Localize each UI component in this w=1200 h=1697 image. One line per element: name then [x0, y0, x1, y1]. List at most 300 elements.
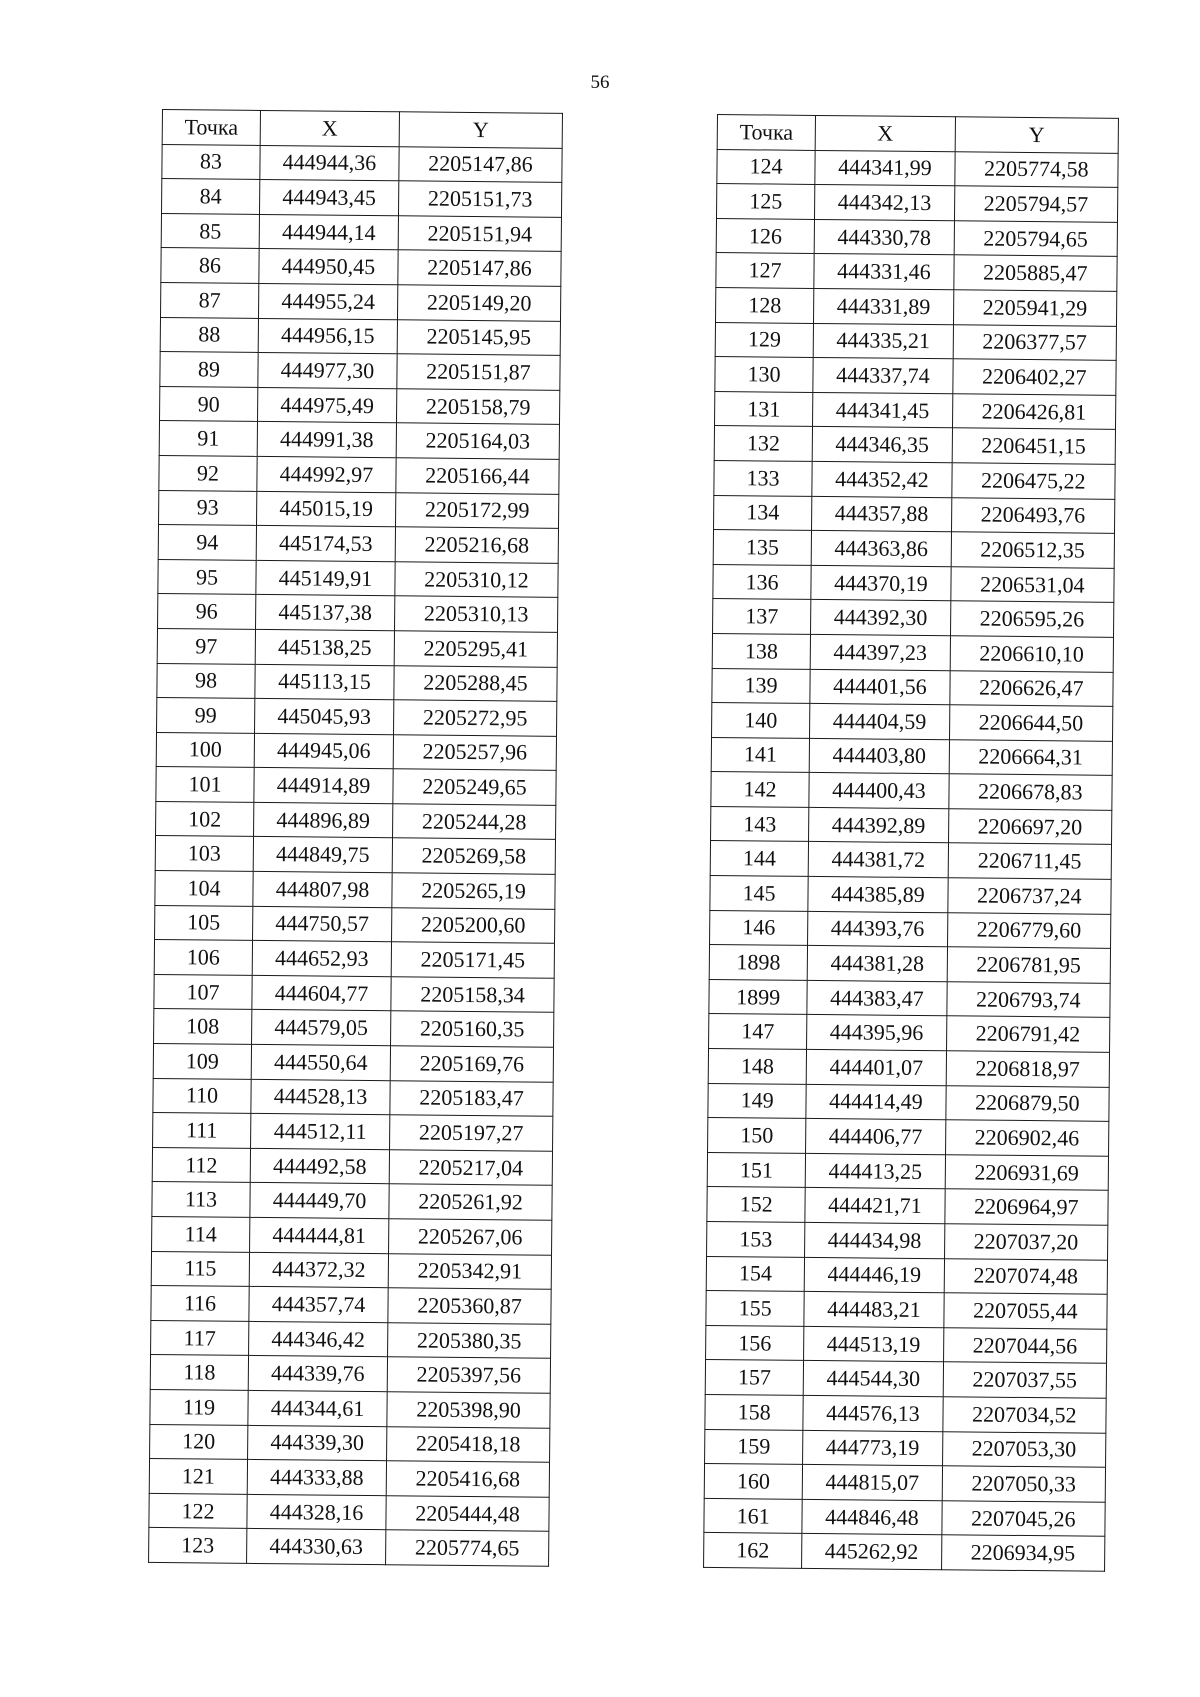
point-cell: 130 — [715, 357, 814, 393]
y-cell: 2206426,81 — [952, 394, 1116, 430]
x-cell: 444363,86 — [811, 531, 951, 567]
point-cell: 141 — [711, 737, 810, 773]
point-cell: 125 — [716, 184, 815, 220]
y-cell: 2206475,22 — [951, 463, 1115, 499]
x-cell: 444331,89 — [814, 288, 954, 324]
point-cell: 107 — [154, 974, 252, 1010]
point-cell: 155 — [706, 1291, 805, 1327]
table-header-row — [162, 110, 562, 148]
point-cell: 120 — [150, 1424, 248, 1460]
y-cell: 2207050,33 — [942, 1466, 1106, 1502]
table-row — [717, 149, 1118, 187]
point-cell: 102 — [156, 801, 254, 837]
x-cell: 444392,89 — [809, 807, 949, 843]
point-cell: 159 — [705, 1429, 804, 1465]
x-cell: 444943,45 — [259, 180, 398, 216]
y-cell: 2205197,27 — [390, 1115, 553, 1151]
table-row — [713, 530, 1114, 568]
page-number: 56 — [590, 72, 610, 93]
point-cell: 152 — [707, 1187, 806, 1223]
table-row — [709, 979, 1110, 1017]
y-cell: 2205310,12 — [395, 561, 558, 597]
point-cell: 86 — [161, 248, 259, 284]
x-cell: 444750,57 — [253, 906, 392, 942]
point-cell: 138 — [712, 633, 811, 669]
table-row — [159, 490, 559, 528]
x-cell: 444414,49 — [806, 1084, 946, 1120]
y-cell: 2205172,99 — [395, 492, 558, 528]
coordinates-table-right — [703, 114, 1119, 1572]
table-row — [159, 421, 559, 459]
point-cell: 85 — [161, 213, 259, 249]
table-row — [707, 1221, 1108, 1259]
header-point: Точка — [162, 110, 260, 146]
y-cell: 2206626,47 — [949, 670, 1113, 706]
point-cell: 104 — [155, 871, 253, 907]
table-row — [153, 1078, 553, 1116]
x-cell: 444550,64 — [251, 1044, 390, 1080]
x-cell: 444483,21 — [804, 1292, 944, 1328]
table-row — [715, 322, 1116, 360]
table-row — [151, 1251, 551, 1289]
point-cell: 84 — [161, 179, 259, 215]
point-cell: 158 — [705, 1394, 804, 1430]
table-row — [151, 1286, 551, 1324]
y-cell: 2206644,50 — [949, 705, 1113, 741]
x-cell: 445137,38 — [256, 595, 395, 631]
table-row — [710, 876, 1111, 914]
y-cell: 2207055,44 — [943, 1293, 1107, 1329]
y-cell: 2206931,69 — [945, 1155, 1109, 1191]
table-row — [150, 1389, 550, 1427]
point-cell: 113 — [152, 1182, 250, 1218]
x-cell: 444357,88 — [812, 496, 952, 532]
table-row — [704, 1464, 1105, 1502]
point-cell: 89 — [160, 352, 258, 388]
x-cell: 444330,63 — [247, 1529, 386, 1565]
y-cell: 2206964,97 — [944, 1189, 1108, 1225]
table-row — [712, 633, 1113, 671]
y-cell: 2205158,34 — [391, 977, 554, 1013]
point-cell: 106 — [154, 940, 252, 976]
table-row — [157, 698, 557, 736]
table-row — [715, 357, 1116, 395]
y-cell: 2205360,87 — [388, 1288, 551, 1324]
point-cell: 108 — [154, 1009, 252, 1045]
x-cell: 444956,15 — [258, 318, 397, 354]
point-cell: 115 — [151, 1251, 249, 1287]
x-cell: 444944,36 — [260, 145, 399, 181]
table-row — [708, 1083, 1109, 1121]
x-cell: 444401,56 — [810, 669, 950, 705]
y-cell: 2205166,44 — [396, 458, 559, 494]
point-cell: 100 — [156, 732, 254, 768]
x-cell: 444512,11 — [251, 1114, 390, 1150]
x-cell: 445113,15 — [255, 664, 394, 700]
y-cell: 2205249,65 — [393, 769, 556, 805]
point-cell: 109 — [153, 1043, 251, 1079]
point-cell: 92 — [159, 455, 257, 491]
x-cell: 445174,53 — [256, 526, 395, 562]
table-row — [160, 352, 560, 390]
table-row — [716, 253, 1117, 291]
x-cell: 444335,21 — [813, 323, 953, 359]
x-cell: 444333,88 — [247, 1460, 386, 1496]
x-cell: 444341,99 — [815, 150, 955, 186]
y-cell: 2205171,45 — [391, 942, 554, 978]
y-cell: 2205416,68 — [386, 1461, 549, 1497]
y-cell: 2205397,56 — [387, 1357, 550, 1393]
y-cell: 2206737,24 — [947, 878, 1111, 914]
x-cell: 444385,89 — [808, 876, 948, 912]
table-row — [158, 559, 558, 597]
x-cell: 444945,06 — [254, 733, 393, 769]
point-cell: 98 — [157, 663, 255, 699]
table-row — [149, 1528, 549, 1566]
y-cell: 2205160,35 — [391, 1011, 554, 1047]
y-cell: 2207044,56 — [943, 1328, 1107, 1364]
point-cell: 126 — [716, 218, 815, 254]
x-cell: 444403,80 — [809, 738, 949, 774]
x-cell: 444807,98 — [253, 871, 392, 907]
table-row — [714, 426, 1115, 464]
point-cell: 140 — [712, 703, 811, 739]
table-row — [712, 668, 1113, 706]
point-cell: 139 — [712, 668, 811, 704]
y-cell: 2205288,45 — [394, 665, 557, 701]
point-cell: 160 — [704, 1464, 803, 1500]
table-row — [157, 628, 557, 666]
y-cell: 2207037,20 — [944, 1224, 1108, 1260]
y-cell: 2206781,95 — [947, 947, 1111, 983]
x-cell: 444975,49 — [258, 387, 397, 423]
x-cell: 444401,07 — [806, 1049, 946, 1085]
table-row — [714, 495, 1115, 533]
point-cell: 121 — [149, 1459, 247, 1495]
point-cell: 148 — [708, 1048, 807, 1084]
x-cell: 444604,77 — [252, 975, 391, 1011]
y-cell: 2205380,35 — [388, 1323, 551, 1359]
y-cell: 2206377,57 — [953, 324, 1117, 360]
y-cell: 2205794,57 — [954, 186, 1118, 222]
x-cell: 444492,58 — [250, 1148, 389, 1184]
table-row — [161, 179, 561, 217]
point-cell: 101 — [156, 767, 254, 803]
y-cell: 2205418,18 — [387, 1426, 550, 1462]
x-cell: 444944,14 — [259, 214, 398, 250]
point-cell: 114 — [152, 1216, 250, 1252]
point-cell: 153 — [707, 1221, 806, 1257]
table-row — [149, 1459, 549, 1497]
x-cell: 444341,45 — [813, 392, 953, 428]
table-row — [157, 663, 557, 701]
y-cell: 2205261,92 — [389, 1184, 552, 1220]
x-cell: 444346,35 — [812, 427, 952, 463]
x-cell: 444914,89 — [254, 768, 393, 804]
y-cell: 2205265,19 — [392, 873, 555, 909]
point-cell: 144 — [710, 841, 809, 877]
point-cell: 136 — [713, 564, 812, 600]
y-cell: 2205147,86 — [398, 250, 561, 286]
y-cell: 2206678,83 — [948, 774, 1112, 810]
point-cell: 128 — [716, 287, 815, 323]
point-cell: 87 — [161, 282, 259, 318]
table-row — [160, 386, 560, 424]
header-y: Y — [955, 117, 1119, 153]
table-row — [152, 1147, 552, 1185]
table-row — [709, 945, 1110, 983]
point-cell: 116 — [151, 1286, 249, 1322]
x-cell: 444383,47 — [807, 980, 947, 1016]
table-row — [156, 767, 556, 805]
y-cell: 2205267,06 — [389, 1219, 552, 1255]
y-cell: 2207034,52 — [942, 1397, 1106, 1433]
y-cell: 2206934,95 — [941, 1535, 1105, 1571]
x-cell: 444513,19 — [804, 1326, 944, 1362]
y-cell: 2207053,30 — [942, 1431, 1106, 1467]
table-row — [155, 836, 555, 874]
table-row — [704, 1498, 1105, 1536]
point-cell: 96 — [158, 594, 256, 630]
x-cell: 444444,81 — [250, 1217, 389, 1253]
table-row — [711, 772, 1112, 810]
point-cell: 123 — [149, 1528, 247, 1564]
point-cell: 142 — [711, 772, 810, 808]
y-cell: 2205244,28 — [393, 804, 556, 840]
point-cell: 137 — [713, 599, 812, 635]
table-row — [714, 460, 1115, 498]
point-cell: 110 — [153, 1078, 251, 1114]
x-cell: 444421,71 — [805, 1188, 945, 1224]
y-cell: 2205885,47 — [953, 255, 1117, 291]
table-row — [705, 1394, 1106, 1432]
y-cell: 2206512,35 — [951, 532, 1115, 568]
x-cell: 445149,91 — [256, 560, 395, 596]
x-cell: 444337,74 — [813, 358, 953, 394]
table-row — [154, 940, 554, 978]
table-row — [706, 1291, 1107, 1329]
table-row — [152, 1216, 552, 1254]
y-cell: 2205794,65 — [954, 221, 1118, 257]
x-cell: 444413,25 — [805, 1153, 945, 1189]
table-row — [708, 1048, 1109, 1086]
table-row — [156, 732, 556, 770]
table-row — [161, 248, 561, 286]
x-cell: 444950,45 — [259, 249, 398, 285]
point-cell: 94 — [158, 525, 256, 561]
x-cell: 444528,13 — [251, 1079, 390, 1115]
y-cell: 2206664,31 — [949, 739, 1113, 775]
point-cell: 145 — [710, 876, 809, 912]
x-cell: 444992,97 — [257, 456, 396, 492]
x-cell: 444406,77 — [806, 1119, 946, 1155]
x-cell: 444449,70 — [250, 1183, 389, 1219]
table-row — [158, 525, 558, 563]
table-row — [159, 455, 559, 493]
table-row — [705, 1360, 1106, 1398]
y-cell: 2205200,60 — [392, 907, 555, 943]
table-row — [160, 317, 560, 355]
point-cell: 105 — [155, 905, 253, 941]
x-cell: 444344,61 — [248, 1390, 387, 1426]
table-row — [716, 287, 1117, 325]
point-cell: 127 — [716, 253, 815, 289]
x-cell: 444370,19 — [811, 565, 951, 601]
y-cell: 2206610,10 — [950, 636, 1114, 672]
table-row — [153, 1113, 553, 1151]
x-cell: 444579,05 — [252, 1010, 391, 1046]
y-cell: 2206402,27 — [952, 359, 1116, 395]
table-row — [161, 282, 561, 320]
point-cell: 97 — [157, 628, 255, 664]
table-row — [711, 737, 1112, 775]
y-cell: 2205398,90 — [387, 1392, 550, 1428]
y-cell: 2205147,86 — [399, 146, 562, 182]
header-x: X — [260, 110, 399, 146]
x-cell: 444393,76 — [808, 911, 948, 947]
table-row — [151, 1320, 551, 1358]
y-cell: 2206493,76 — [951, 497, 1115, 533]
point-cell: 154 — [706, 1256, 805, 1292]
table-row — [162, 144, 562, 182]
y-cell: 2206818,97 — [946, 1051, 1110, 1087]
x-cell: 444352,42 — [812, 461, 952, 497]
y-cell: 2205151,87 — [397, 354, 560, 390]
table-row — [715, 391, 1116, 429]
table-row — [704, 1533, 1105, 1571]
x-cell: 444397,23 — [810, 634, 950, 670]
x-cell: 444815,07 — [802, 1465, 942, 1501]
table-row — [150, 1355, 550, 1393]
x-cell: 444544,30 — [803, 1361, 943, 1397]
point-cell: 135 — [713, 530, 812, 566]
y-cell: 2206531,04 — [950, 566, 1114, 602]
y-cell: 2205774,58 — [954, 151, 1118, 187]
x-cell: 444328,16 — [247, 1494, 386, 1530]
x-cell: 444339,76 — [248, 1356, 387, 1392]
table-row — [710, 910, 1111, 948]
y-cell: 2205444,48 — [386, 1495, 549, 1531]
y-cell: 2205272,95 — [394, 700, 557, 736]
table-row — [710, 841, 1111, 879]
table-row — [707, 1152, 1108, 1190]
point-cell: 149 — [708, 1083, 807, 1119]
point-cell: 147 — [709, 1014, 808, 1050]
x-cell: 444400,43 — [809, 773, 949, 809]
table-row — [158, 594, 558, 632]
x-cell: 444331,46 — [814, 254, 954, 290]
y-cell: 2207045,26 — [941, 1500, 1105, 1536]
x-cell: 445138,25 — [255, 629, 394, 665]
table-row — [156, 801, 556, 839]
point-cell: 134 — [714, 495, 813, 531]
x-cell: 444395,96 — [807, 1015, 947, 1051]
x-cell: 444991,38 — [257, 422, 396, 458]
table-row — [713, 599, 1114, 637]
y-cell: 2206879,50 — [945, 1085, 1109, 1121]
x-cell: 444381,72 — [808, 842, 948, 878]
x-cell: 444346,42 — [249, 1321, 388, 1357]
y-cell: 2205342,91 — [388, 1253, 551, 1289]
table-row — [154, 1009, 554, 1047]
y-cell: 2207037,55 — [943, 1362, 1107, 1398]
x-cell: 444339,30 — [248, 1425, 387, 1461]
table-row — [706, 1256, 1107, 1294]
header-x: X — [815, 115, 955, 151]
y-cell: 2205158,79 — [396, 389, 559, 425]
point-cell: 119 — [150, 1389, 248, 1425]
table-row — [716, 218, 1117, 256]
x-cell: 444446,19 — [804, 1257, 944, 1293]
table-header-row — [717, 115, 1118, 153]
table-row — [154, 974, 554, 1012]
x-cell: 444392,30 — [811, 600, 951, 636]
header-point: Точка — [717, 115, 816, 151]
point-cell: 103 — [155, 836, 253, 872]
y-cell: 2206779,60 — [947, 912, 1111, 948]
y-cell: 2206793,74 — [946, 982, 1110, 1018]
x-cell: 444955,24 — [258, 283, 397, 319]
x-cell: 445262,92 — [802, 1534, 942, 1570]
x-cell: 444773,19 — [803, 1430, 943, 1466]
y-cell: 2205183,47 — [390, 1080, 553, 1116]
table-row — [152, 1182, 552, 1220]
point-cell: 129 — [715, 322, 814, 358]
x-cell: 444576,13 — [803, 1395, 943, 1431]
x-cell: 445045,93 — [255, 699, 394, 735]
x-cell: 444652,93 — [252, 941, 391, 977]
table-row — [706, 1325, 1107, 1363]
table-row — [709, 1014, 1110, 1052]
header-y: Y — [399, 112, 562, 148]
y-cell: 2206791,42 — [946, 1016, 1110, 1052]
x-cell: 444330,78 — [814, 219, 954, 255]
x-cell: 444977,30 — [258, 353, 397, 389]
point-cell: 88 — [160, 317, 258, 353]
x-cell: 444372,32 — [249, 1252, 388, 1288]
point-cell: 93 — [159, 490, 257, 526]
y-cell: 2207074,48 — [944, 1258, 1108, 1294]
x-cell: 444404,59 — [810, 704, 950, 740]
table-row — [705, 1429, 1106, 1467]
point-cell: 118 — [150, 1355, 248, 1391]
point-cell: 1899 — [709, 979, 808, 1015]
coordinates-table-left — [148, 109, 563, 1567]
y-cell: 2205164,03 — [396, 423, 559, 459]
point-cell: 111 — [153, 1113, 251, 1149]
point-cell: 1898 — [709, 945, 808, 981]
point-cell: 151 — [707, 1152, 806, 1188]
point-cell: 132 — [714, 426, 813, 462]
y-cell: 2205269,58 — [392, 838, 555, 874]
y-cell: 2206451,15 — [952, 428, 1116, 464]
point-cell: 99 — [157, 698, 255, 734]
point-cell: 124 — [717, 149, 816, 185]
y-cell: 2206711,45 — [948, 843, 1112, 879]
table-row — [153, 1043, 553, 1081]
point-cell: 150 — [708, 1118, 807, 1154]
x-cell: 444849,75 — [253, 837, 392, 873]
table-row — [707, 1187, 1108, 1225]
y-cell: 2205216,68 — [395, 527, 558, 563]
point-cell: 91 — [159, 421, 257, 457]
point-cell: 146 — [710, 910, 809, 946]
table-row — [149, 1493, 549, 1531]
table-row — [711, 806, 1112, 844]
table-row — [712, 703, 1113, 741]
y-cell: 2206697,20 — [948, 809, 1112, 845]
y-cell: 2205310,13 — [395, 596, 558, 632]
